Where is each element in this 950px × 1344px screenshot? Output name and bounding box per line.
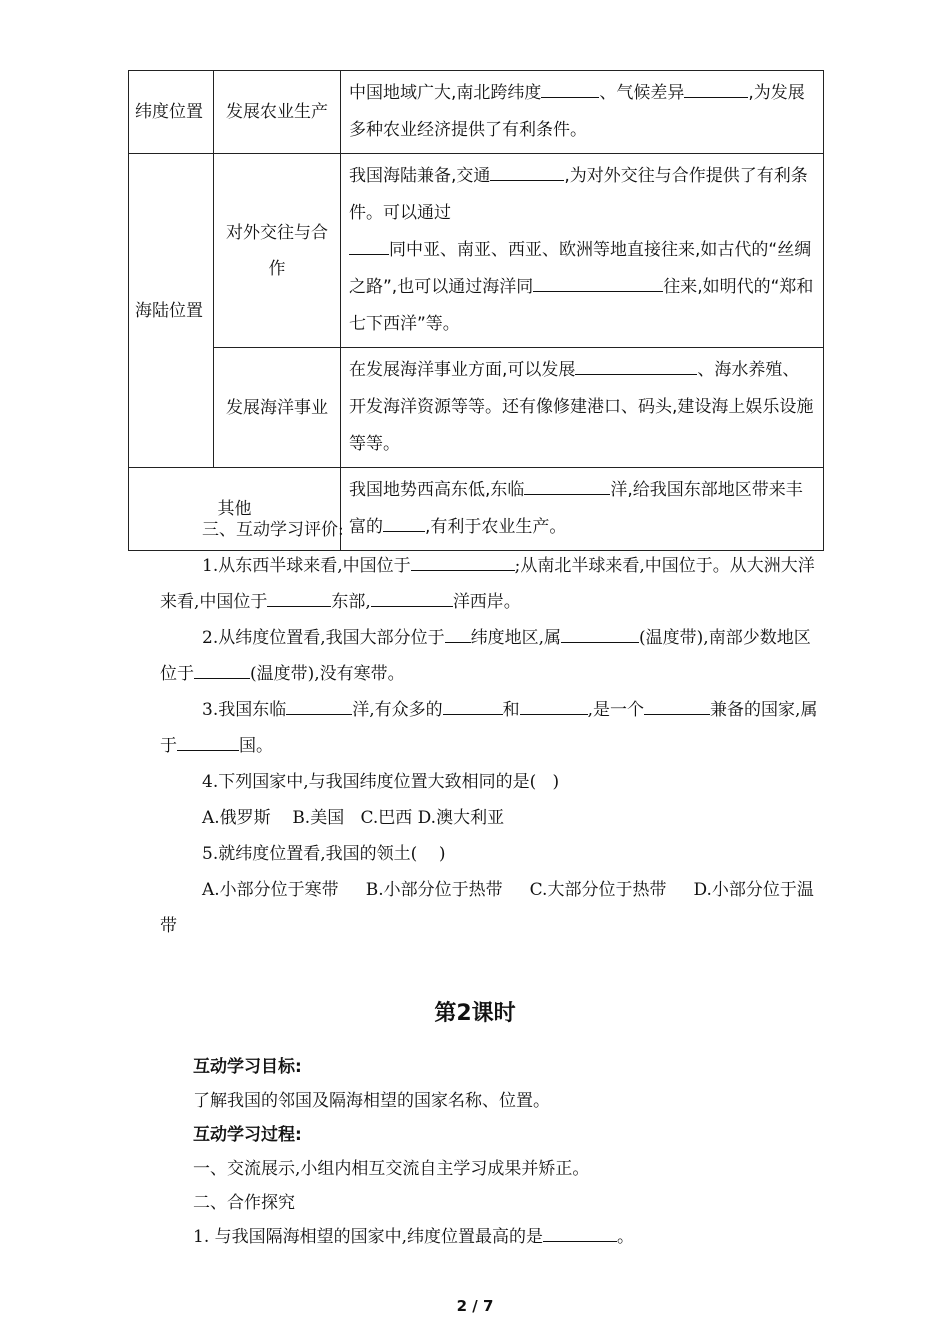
page-number: 2 / 7: [456, 1297, 494, 1315]
subcategory-cell: 对外交往与合作: [214, 154, 341, 348]
table-row: [129, 348, 824, 468]
option-d[interactable]: D.澳大利亚: [417, 808, 505, 828]
content-cell: 在发展海洋事业方面,可以发展 、海水养殖、开发海洋资源等等。还有像修建港口、码头,建设海上娱乐设施等等。: [341, 348, 824, 468]
blank-line[interactable]: [445, 624, 471, 643]
process-heading: 互动学习过程:: [193, 1125, 302, 1145]
blank-line[interactable]: [371, 588, 453, 607]
blank-line[interactable]: [543, 1223, 617, 1242]
step-2: 二、合作探究: [193, 1193, 295, 1213]
section-heading: 三、互动学习评价:: [202, 520, 344, 540]
category-cell: 纬度位置: [129, 71, 214, 154]
content-cell: 我国海陆兼备,交通 ,为对外交往与合作提供了有利条件。可以通过 同中亚、南亚、西亚、欧洲等地直接往来,如古代的“丝绸之路”,也可以通过海洋同 往来,如明代的“郑和七下西洋”等。: [341, 154, 824, 348]
blank-line[interactable]: [194, 660, 250, 679]
option-a[interactable]: A.俄罗斯: [202, 808, 271, 828]
interactive-evaluation-section: [160, 512, 820, 944]
blank-line[interactable]: [349, 236, 389, 255]
blank-line[interactable]: [541, 79, 599, 98]
question-2: 2.从纬度位置看,我国大部分位于 纬度地区,属 (温度带),南部少数地区位于 (温度带),没有寒带。: [160, 620, 820, 692]
blank-line[interactable]: [520, 696, 588, 715]
option-c[interactable]: C.巴西: [360, 808, 413, 828]
question-3: 3.我国东临 洋,有众多的 和 ,是一个 兼备的国家,属于 国。: [160, 692, 820, 764]
location-advantage-table: [128, 70, 824, 551]
lesson-2-question-1: 1. 与我国隔海相望的国家中,纬度位置最高的是 。: [193, 1220, 833, 1254]
question-4: 4.下列国家中,与我国纬度位置大致相同的是( ): [202, 772, 560, 792]
blank-line[interactable]: [286, 696, 352, 715]
content-cell: 中国地域广大,南北跨纬度 、气候差异 ,为发展多种农业经济提供了有利条件。: [341, 71, 824, 154]
question-1: 1.从东西半球来看,中国位于 ;从南北半球来看,中国位于。从大洲大洋来看,中国位于 东部, 洋西岸。: [160, 548, 820, 620]
blank-line[interactable]: [644, 696, 710, 715]
blank-line[interactable]: [267, 588, 331, 607]
subcategory-cell: 发展农业生产: [214, 71, 341, 154]
goal-text: 了解我国的邻国及隔海相望的国家名称、位置。: [193, 1091, 550, 1111]
blank-line[interactable]: [524, 476, 610, 495]
blank-line[interactable]: [561, 624, 639, 643]
table-row: [129, 154, 824, 348]
option-b[interactable]: B.美国: [292, 808, 345, 828]
table-row: [129, 71, 824, 154]
blank-line[interactable]: [575, 356, 697, 375]
question-4-options: [160, 800, 820, 836]
blank-line[interactable]: [533, 273, 663, 292]
goal-heading: 互动学习目标:: [193, 1057, 302, 1077]
category-cell: 其他: [129, 468, 341, 551]
lesson-title: 第2课时: [434, 1001, 516, 1026]
category-cell: 海陆位置: [129, 154, 214, 468]
blank-line[interactable]: [490, 162, 564, 181]
step-1: 一、交流展示,小组内相互交流自主学习成果并矫正。: [193, 1159, 590, 1179]
question-5: 5.就纬度位置看,我国的领土( ): [202, 844, 446, 864]
blank-line[interactable]: [411, 552, 515, 571]
lesson-2-section: [193, 1050, 833, 1254]
blank-line[interactable]: [177, 732, 239, 751]
option-a[interactable]: A.小部分位于寒带: [202, 880, 339, 900]
question-5-options: [160, 872, 820, 944]
blank-line[interactable]: [684, 79, 748, 98]
subcategory-cell: 发展海洋事业: [214, 348, 341, 468]
blank-line[interactable]: [443, 696, 503, 715]
content-cell: 我国地势西高东低,东临 洋,给我国东部地区带来丰富的 ,有利于农业生产。: [341, 468, 824, 551]
option-b[interactable]: B.小部分位于热带: [365, 880, 503, 900]
option-c[interactable]: C.大部分位于热带: [529, 880, 667, 900]
option-d[interactable]: D.小部分位于温带: [160, 880, 814, 936]
